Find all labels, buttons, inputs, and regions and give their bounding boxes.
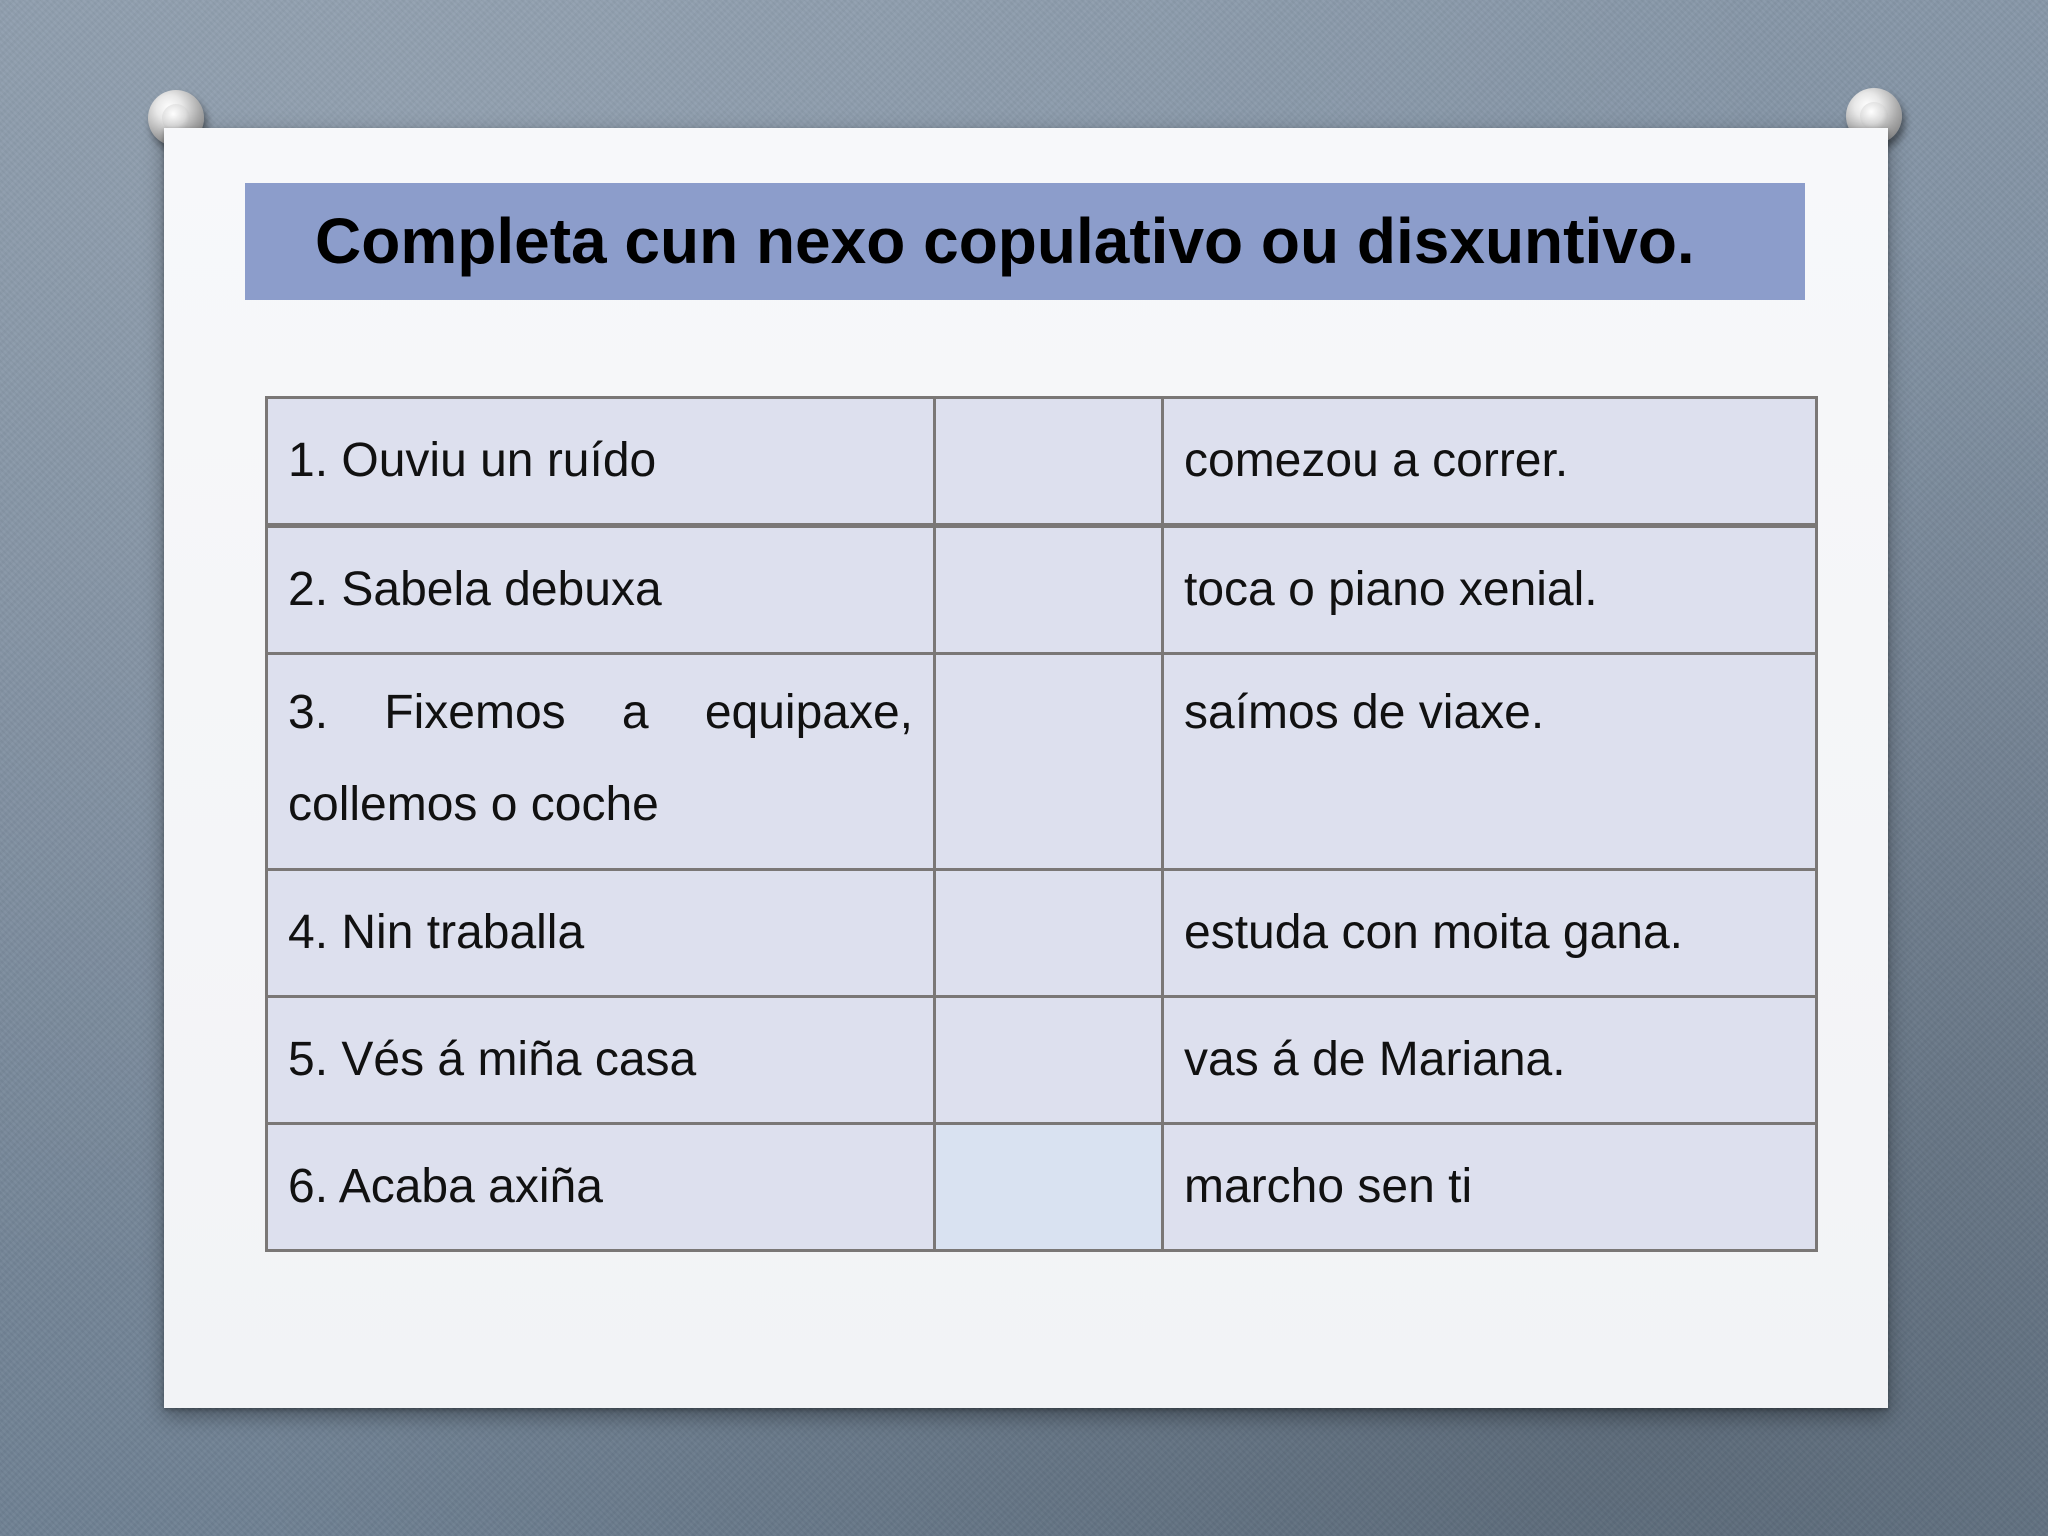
- exercise-table: [265, 396, 1818, 1252]
- sentence-end-cell: vas á de Mariana.: [1163, 997, 1817, 1124]
- sentence-start-cell: 4. Nin traballa: [267, 870, 935, 997]
- page-title: Completa cun nexo copulativo ou disxuntivo.: [315, 205, 1695, 277]
- blank-answer-cell[interactable]: [935, 526, 1163, 654]
- table-row: [267, 997, 1817, 1124]
- blank-answer-cell[interactable]: [935, 654, 1163, 870]
- sentence-start-cell: 2. Sabela debuxa: [267, 526, 935, 654]
- sentence-start-cell: 6. Acaba axiña: [267, 1124, 935, 1251]
- sentence-end-cell: saímos de viaxe.: [1163, 654, 1817, 870]
- sentence-end-cell: toca o piano xenial.: [1163, 526, 1817, 654]
- sentence-start-cell: 1. Ouviu un ruído: [267, 398, 935, 526]
- blank-answer-cell[interactable]: [935, 870, 1163, 997]
- blank-answer-cell[interactable]: [935, 997, 1163, 1124]
- sentence-end-cell: comezou a correr.: [1163, 398, 1817, 526]
- sentence-end-cell: marcho sen ti: [1163, 1124, 1817, 1251]
- table-row: [267, 870, 1817, 997]
- blank-answer-cell[interactable]: [935, 398, 1163, 526]
- table-row: [267, 1124, 1817, 1251]
- table-row: [267, 526, 1817, 654]
- table-row: [267, 654, 1817, 870]
- sentence-start-cell: 5. Vés á miña casa: [267, 997, 935, 1124]
- sentence-start-cell: 3. Fixemos a equipaxe, collemos o coche: [267, 654, 935, 870]
- sentence-end-cell: estuda con moita gana.: [1163, 870, 1817, 997]
- table-row: [267, 398, 1817, 526]
- title-bar: [245, 183, 1805, 300]
- blank-answer-cell[interactable]: [935, 1124, 1163, 1251]
